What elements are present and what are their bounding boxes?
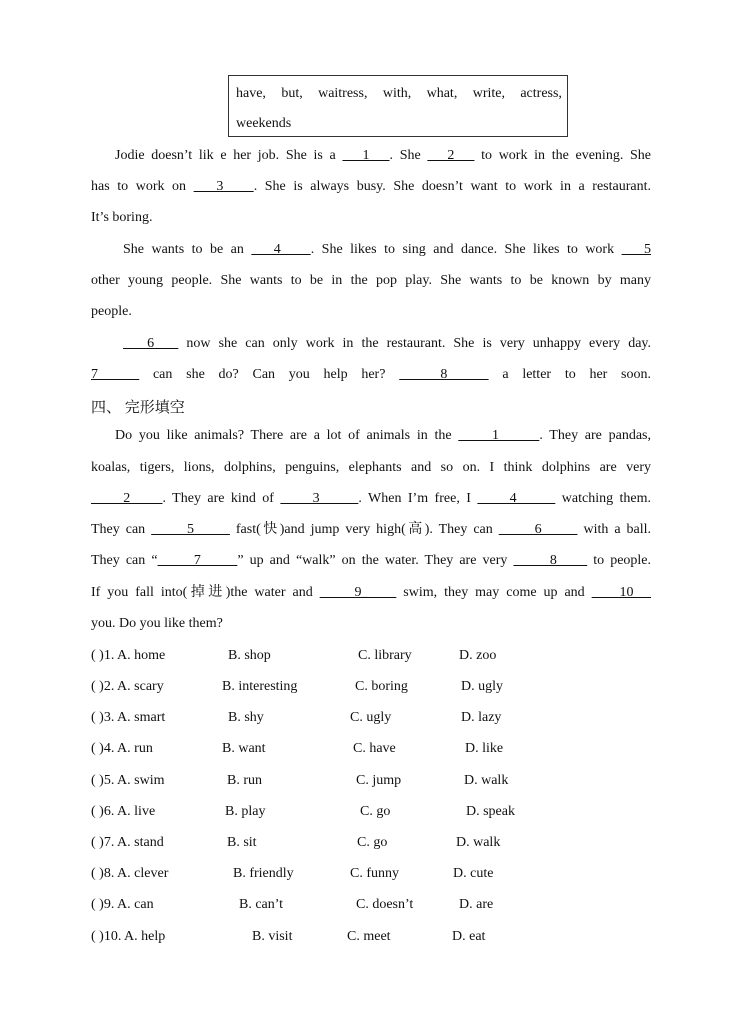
passage-text: fast(快)and jump very high(高). They can <box>229 522 499 537</box>
passage-text: If you fall into(掉进)the water and <box>91 585 320 600</box>
question-option-d: D. zoo <box>459 648 497 663</box>
passage-text: Jodie doesn’t lik e her job. She is a <box>115 148 343 163</box>
answer-blank: 2 <box>427 148 475 163</box>
answer-blank: 10 <box>591 585 652 600</box>
answer-blank: 1 <box>458 428 540 443</box>
answer-blank: 5 <box>151 522 230 537</box>
passage-line <box>91 521 651 539</box>
question-option-c: C. funny <box>350 866 399 881</box>
question-option-b: B. want <box>222 741 266 756</box>
passage-text: a letter to her soon. <box>488 367 652 382</box>
passage-text: . She is always busy. She doesn’t want to work in a restaurant. <box>253 179 652 194</box>
word-bank-line-2: weekends <box>236 116 292 131</box>
answer-blank: 1 <box>342 148 390 163</box>
question-option-b: B. play <box>225 804 266 819</box>
answer-blank: 8 <box>399 367 489 382</box>
question-row <box>91 772 651 790</box>
answer-blank: 6 <box>498 522 578 537</box>
question-option-b: B. shop <box>228 648 271 663</box>
question-option-d: D. walk <box>464 773 509 788</box>
question-option-b: B. friendly <box>233 866 294 881</box>
question-option-d: D. like <box>465 741 504 756</box>
word-bank-word: write, <box>472 86 505 101</box>
word-bank-word: but, <box>281 86 303 101</box>
passage-line <box>115 427 651 445</box>
passage-line <box>91 209 651 227</box>
passage-line <box>123 241 651 259</box>
question-option-b: B. run <box>227 773 262 788</box>
answer-blank: 8 <box>513 553 588 568</box>
passage-text: people. <box>91 304 132 319</box>
passage-text: watching them. <box>555 491 652 506</box>
answer-blank: 5 <box>621 242 652 257</box>
word-bank-box <box>228 75 568 137</box>
question-option-a: ( )8. A. clever <box>91 866 169 881</box>
passage-text: has to work on <box>91 179 194 194</box>
passage-text: She wants to be an <box>123 242 252 257</box>
passage-text: to work in the evening. She <box>474 148 651 163</box>
passage-text: Do you like animals? There are a lot of animals in the <box>115 428 459 443</box>
question-option-c: C. go <box>360 804 391 819</box>
question-option-d: D. are <box>459 897 494 912</box>
answer-blank: 3 <box>280 491 359 506</box>
passage-text: koalas, tigers, lions, dolphins, penguins, elephants and so on. I think dolphins are very <box>91 460 651 475</box>
passage-text: . When I’m free, I <box>358 491 478 506</box>
question-option-d: D. ugly <box>461 679 503 694</box>
question-option-a: ( )3. A. smart <box>91 710 166 725</box>
question-row <box>91 896 651 914</box>
passage-line <box>91 303 651 321</box>
question-option-c: C. library <box>358 648 412 663</box>
word-bank-word: with, <box>382 86 412 101</box>
passage-line <box>91 552 651 570</box>
question-row <box>91 647 651 665</box>
passage-text: swim, they may come up and <box>396 585 592 600</box>
answer-blank: 4 <box>251 242 311 257</box>
word-bank-word: what, <box>426 86 458 101</box>
answer-blank: 9_ <box>319 585 397 600</box>
passage-text: . She likes to sing and dance. She likes to work <box>310 242 622 257</box>
question-option-c: C. go <box>357 835 388 850</box>
question-option-d: D. eat <box>452 929 486 944</box>
question-option-a: ( )7. A. stand <box>91 835 164 850</box>
question-row <box>91 928 651 946</box>
question-option-c: C. ugly <box>350 710 392 725</box>
question-option-b: B. can’t <box>239 897 284 912</box>
question-option-d: D. speak <box>466 804 515 819</box>
passage-text: ” up and “walk” on the water. They are very <box>237 553 514 568</box>
passage-text: They can “ <box>91 553 158 568</box>
passage-line <box>91 366 651 384</box>
answer-blank: 4 <box>477 491 556 506</box>
passage-line <box>91 584 651 602</box>
question-option-a: ( )10. A. help <box>91 929 166 944</box>
passage-line <box>91 272 651 290</box>
question-row <box>91 709 651 727</box>
answer-blank: 7 <box>157 553 238 568</box>
answer-blank: 7 <box>91 367 140 382</box>
question-option-b: B. visit <box>252 929 293 944</box>
answer-blank: 3 <box>193 179 254 194</box>
question-option-b: B. interesting <box>222 679 298 694</box>
question-option-a: ( )6. A. live <box>91 804 156 819</box>
passage-line <box>91 490 651 508</box>
question-option-a: ( )2. A. scary <box>91 679 164 694</box>
passage-text: can she do? Can you help her? <box>139 367 400 382</box>
passage-text: you. Do you like them? <box>91 616 223 631</box>
question-option-c: C. meet <box>347 929 391 944</box>
passage-text: They can <box>91 522 152 537</box>
passage-text: now she can only work in the restaurant. She is very unhappy every day. <box>178 336 652 351</box>
word-bank-word: waitress, <box>318 86 368 101</box>
question-option-a: ( )9. A. can <box>91 897 154 912</box>
section-title: 四、 完形填空 <box>91 400 185 416</box>
question-row <box>91 865 651 883</box>
passage-line <box>123 335 651 353</box>
word-bank-word: have, <box>236 86 266 101</box>
question-option-c: C. doesn’t <box>356 897 414 912</box>
answer-blank: 2 <box>91 491 163 506</box>
question-option-d: D. cute <box>453 866 494 881</box>
question-option-b: B. shy <box>228 710 264 725</box>
question-option-a: ( )5. A. swim <box>91 773 165 788</box>
passage-text: . They are pandas, <box>539 428 651 443</box>
word-bank-word: actress, <box>520 86 562 101</box>
question-option-c: C. jump <box>356 773 402 788</box>
passage-text: . She <box>389 148 428 163</box>
passage-text: with a ball. <box>577 522 652 537</box>
question-option-a: ( )4. A. run <box>91 741 153 756</box>
passage-line <box>91 615 651 633</box>
question-option-c: C. have <box>353 741 396 756</box>
word-bank-line-1 <box>236 86 562 102</box>
question-option-d: D. walk <box>456 835 501 850</box>
passage-line <box>115 147 651 165</box>
question-row <box>91 740 651 758</box>
passage-text: other young people. She wants to be in the pop play. She wants to be known by many <box>91 273 651 288</box>
question-row <box>91 678 651 696</box>
passage-text: . They are kind of <box>162 491 281 506</box>
passage-line <box>91 178 651 196</box>
passage-line <box>91 459 651 477</box>
question-option-b: B. sit <box>227 835 257 850</box>
question-option-c: C. boring <box>355 679 408 694</box>
answer-blank: 6 <box>123 336 179 351</box>
question-option-d: D. lazy <box>461 710 502 725</box>
question-option-a: ( )1. A. home <box>91 648 166 663</box>
question-row <box>91 834 651 852</box>
passage-text: It’s boring. <box>91 210 153 225</box>
question-row <box>91 803 651 821</box>
passage-text: to people. <box>587 553 652 568</box>
